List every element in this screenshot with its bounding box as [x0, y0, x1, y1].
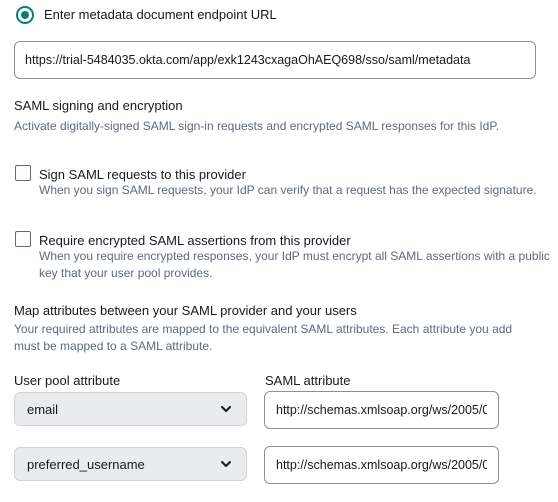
chevron-down-icon	[218, 456, 234, 472]
radio-selected-dot	[21, 11, 29, 19]
saml-attribute-input[interactable]	[264, 446, 499, 484]
mapping-section-description: Your required attributes are mapped to the equivalent SAML attributes. Each attribute you add must be mapped to a SAML attribute.	[14, 322, 513, 353]
signing-section-title: SAML signing and encryption	[14, 98, 183, 113]
saml-attribute-input[interactable]	[264, 391, 499, 429]
metadata-url-input[interactable]	[14, 41, 536, 79]
chevron-down-icon	[218, 401, 234, 417]
user-pool-attribute-select[interactable]	[14, 392, 247, 426]
selected-attribute-value: preferred_username	[27, 456, 145, 472]
sign-requests-help: When you sign SAML requests, your IdP can verify that a request has the expected signature.	[39, 183, 537, 197]
sign-requests-checkbox[interactable]	[15, 165, 31, 181]
require-encrypted-label[interactable]: Require encrypted SAML assertions from this provider	[39, 233, 351, 248]
user-pool-attribute-column-label: User pool attribute	[14, 373, 121, 388]
user-pool-attribute-select[interactable]	[14, 447, 247, 481]
signing-section-description: Activate digitally-signed SAML sign-in requests and encrypted SAML responses for this IdP.	[14, 119, 500, 133]
mapping-section-title: Map attributes between your SAML provider and your users	[14, 303, 357, 318]
require-encrypted-checkbox[interactable]	[15, 231, 31, 247]
metadata-url-radio-label[interactable]: Enter metadata document endpoint URL	[44, 7, 277, 22]
metadata-url-radio[interactable]	[16, 6, 34, 24]
selected-attribute-value: email	[27, 401, 59, 417]
require-encrypted-help: When you require encrypted responses, your IdP must encrypt all SAML assertions with a public key that your user pool provides.	[39, 249, 550, 280]
sign-requests-label[interactable]: Sign SAML requests to this provider	[39, 167, 246, 182]
saml-attribute-column-label: SAML attribute	[265, 373, 351, 388]
